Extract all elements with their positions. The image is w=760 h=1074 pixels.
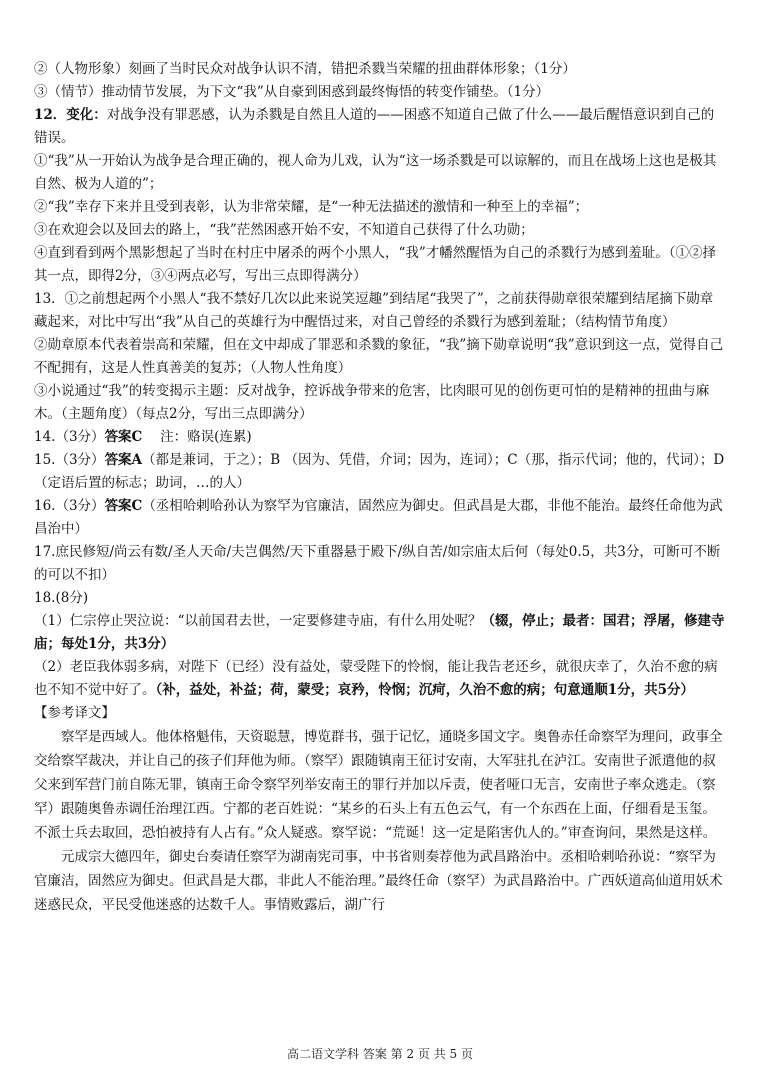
answer-15: 15.（3分）答案A（都是兼词，于之）；B （因为、凭借，介词；因为，连词）；C（那，指示代词；他的，代词）；D（定语后置的标志；助词，…的人） [34,452,725,491]
reference-title: 【参考译文】 [34,705,115,721]
answer-12-point-2: ②“我”幸存下来并且受到表彰，认为非常荣耀，是“一种无法描述的激情和一种至上的幸福”； [34,199,589,215]
answer-line-2: ③（情节）推动情节发展，为下文“我”从自豪到困惑到最终悔悟的转变作铺垫。（1分） [34,84,550,100]
answer-14: 14.（3分）答案C 注：赂误(连累) [34,429,252,445]
answer-13-point-3: ③小说通过“我”的转变揭示主题：反对战争，控诉战争带来的危害，比肉眼可见的创伤更可怕的是精神的扭曲与麻木。（主题角度）（每点2分，写出三点即满分） [34,383,710,422]
answer-18-part-1-scoring: （辍，停止；最者：国君；浮屠，修建寺庙；每处1分，共3分） [34,613,725,652]
bold-emphasis: 答案A [104,452,143,468]
translation-paragraph-1: 察罕是西域人。他体格魁伟，天资聪慧，博览群书，强于记忆，通晓多国文字。奥鲁赤任命察罕为理问，政事全交给察罕裁决，并让自己的孩子们拜他为师。（察罕）跟随镇南王征讨安南，大军驻扎在泸江。安南世子派遣他的叔父来到军营门前自陈无罪，镇南王命令察罕列举安南王的罪行并加以斥责，使者哑口无言，安南世子率众逃走。（察罕）跟随奥鲁赤调任治理江西。宁都的老百姓说：“某乡的石头上有五色云气，有一个东西在上面，仔细看是玉玺。不派士兵去取回，恐怕被持有人占有。”众人疑惑。察罕说：“荒诞！这一定是陷害仇人的。”审查询问，果然是这样。 [34,729,723,841]
bold-emphasis: 答案C [104,429,143,445]
answer-18-part-1: （1）仁宗停止哭泣说：“以前国君去世，一定要修建寺庙，有什么用处呢？（辍，停止；最者：国君；浮屠，修建寺庙；每处1分，共3分） [34,613,725,652]
answer-12-point-4: ④直到看到两个黑影想起了当时在村庄中屠杀的两个小黑人，“我”才幡然醒悟为自己的杀戮行为感到羞耻。（①②择其一点，即得2分，③④两点必写，写出三点即得满分） [34,245,717,284]
answer-18-part-2-scoring: （补，益处，补益；荷，蒙受；哀矜，怜悯；沉疴，久治不愈的病；句意通顺1分，共5分） [155,682,695,698]
bold-emphasis: 答案C [104,498,143,514]
answer-17: 17.庶民修短/尚云有数/圣人天命/夫岂偶然/天下重器悬于殿下/纵自苦/如宗庙太后何（每处0.5，共3分，可断可不断的可以不扣） [34,544,721,583]
translation-paragraph-2: 元成宗大德四年，御史台奏请任察罕为湖南宪司事，中书省则奏荐他为武昌路治中。丞相哈剌哈孙说：“察罕为官廉洁，固然应为御史。但武昌是大郡，非此人不能治理。”最终任命（察罕）为武昌路治中。广西妖道高仙道用妖术迷惑民众，平民受他迷惑的达数千人。事情败露后，湖广行 [34,849,723,913]
answer-13-point-1: 13．①之前想起两个小黑人“我不禁好几次以此来说笑逗趣”到结尾“我哭了”，之前获得勋章很荣耀到结尾摘下勋章藏起来，对比中写出“我”从自己的英雄行为中醒悟过来，对自己曾经的杀戮行为感到羞耻；（结构情节角度） [34,291,714,330]
answer-12-point-1: ①“我”从一开始认为战争是合理正确的，视人命为儿戏，认为“这一场杀戮是可以谅解的，而且在战场上这也是极其自然、极为人道的”； [34,153,717,192]
answer-13-point-2: ②勋章原本代表着崇高和荣耀，但在文中却成了罪恶和杀戮的象征，“我”摘下勋章说明“我”意识到这一点，觉得自己不配拥有，这是人性真善美的复苏；（人物人性角度） [34,337,724,376]
answer-line-1: ②（人物形象）刻画了当时民众对战争认识不清，错把杀戮当荣耀的扭曲群体形象；（1分） [34,61,576,77]
answer-18-heading: 18.(8分) [34,590,89,606]
answer-12: 12．变化：对战争没有罪恶感，认为杀戮是自然且人道的——困惑不知道自己做了什么——最后醒悟意识到自己的错误。 [34,107,715,146]
answer-16: 16.（3分）答案C（丞相哈剌哈孙认为察罕为官廉洁，固然应为御史。但武昌是大郡，非他不能治。最终任命他为武昌治中） [34,498,723,537]
bold-emphasis: 12．变化： [34,107,107,123]
answer-18-part-2: （2）老臣我体弱多病，对陛下（已经）没有益处，蒙受陛下的怜悯，能让我告老还乡，就很庆幸了，久治不愈的病也不知不觉中好了。（补，益处，补益；荷，蒙受；哀矜，怜悯；沉疴，久治不愈的病；句意通顺1分，共5分） [34,659,718,698]
page-footer: 高二语文学科 答案 第 2 页 共 5 页 [287,1047,473,1061]
answer-12-point-3: ③在欢迎会以及回去的路上，“我”茫然困惑开始不安，不知道自己获得了什么功勋； [34,222,534,238]
